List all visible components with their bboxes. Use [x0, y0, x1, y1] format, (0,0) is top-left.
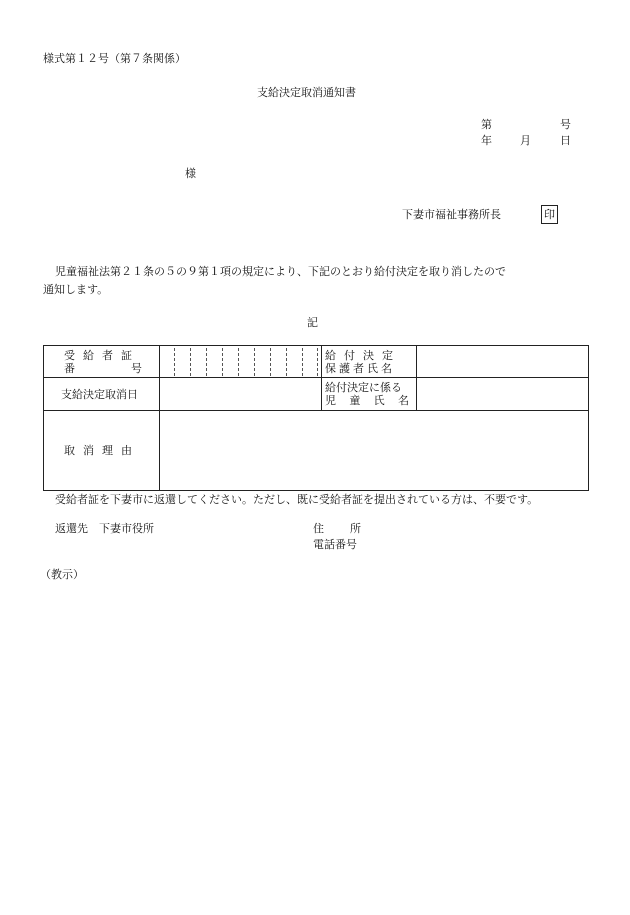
return-destination: 返還先 下妻市役所 [55, 522, 154, 535]
number-prefix: 第 [481, 118, 492, 131]
child-name-label: 給付決定に係る 児 童 氏 名 [322, 378, 417, 411]
cancel-reason-label: 取消理由 [44, 411, 160, 491]
return-note: 受給者証を下妻市に返還してください。ただし、既に受給者証を提出されている方は、不要です。 [55, 493, 539, 506]
instruction-note: （教示） [40, 568, 84, 581]
guardian-name-label: 給付決定 保護者氏名 [322, 346, 417, 378]
details-table [43, 345, 589, 491]
date-month: 月 [520, 134, 531, 147]
address-label-a: 住 [313, 522, 324, 535]
body-text-line1: 児童福祉法第２１条の５の９第１項の規定により、下記のとおり給付決定を取り消したので [55, 265, 506, 278]
seal-stamp: 印 [541, 205, 558, 224]
number-suffix: 号 [560, 118, 571, 131]
date-day: 日 [560, 134, 571, 147]
child-name-input[interactable] [417, 378, 589, 411]
recipient-number-label: 受給者証 番 号 [44, 346, 160, 378]
cancel-reason-input[interactable] [160, 411, 589, 491]
recipient-number-digit-boxes [160, 348, 321, 376]
body-text-line2: 通知します。 [43, 283, 109, 296]
cancel-date-label: 支給決定取消日 [44, 378, 160, 411]
phone-label: 電話番号 [313, 538, 357, 551]
form-number: 様式第１２号（第７条関係） [43, 52, 186, 65]
document-title: 支給決定取消通知書 [257, 86, 356, 99]
cancel-date-input[interactable] [160, 378, 322, 411]
guardian-name-input[interactable] [417, 346, 589, 378]
date-year: 年 [481, 134, 492, 147]
recipient-number-input[interactable] [160, 346, 322, 378]
addressee-suffix: 様 [185, 167, 196, 180]
ki-heading: 記 [307, 316, 318, 329]
issuer-name: 下妻市福祉事務所長 [402, 208, 501, 221]
address-label-b: 所 [350, 522, 361, 535]
